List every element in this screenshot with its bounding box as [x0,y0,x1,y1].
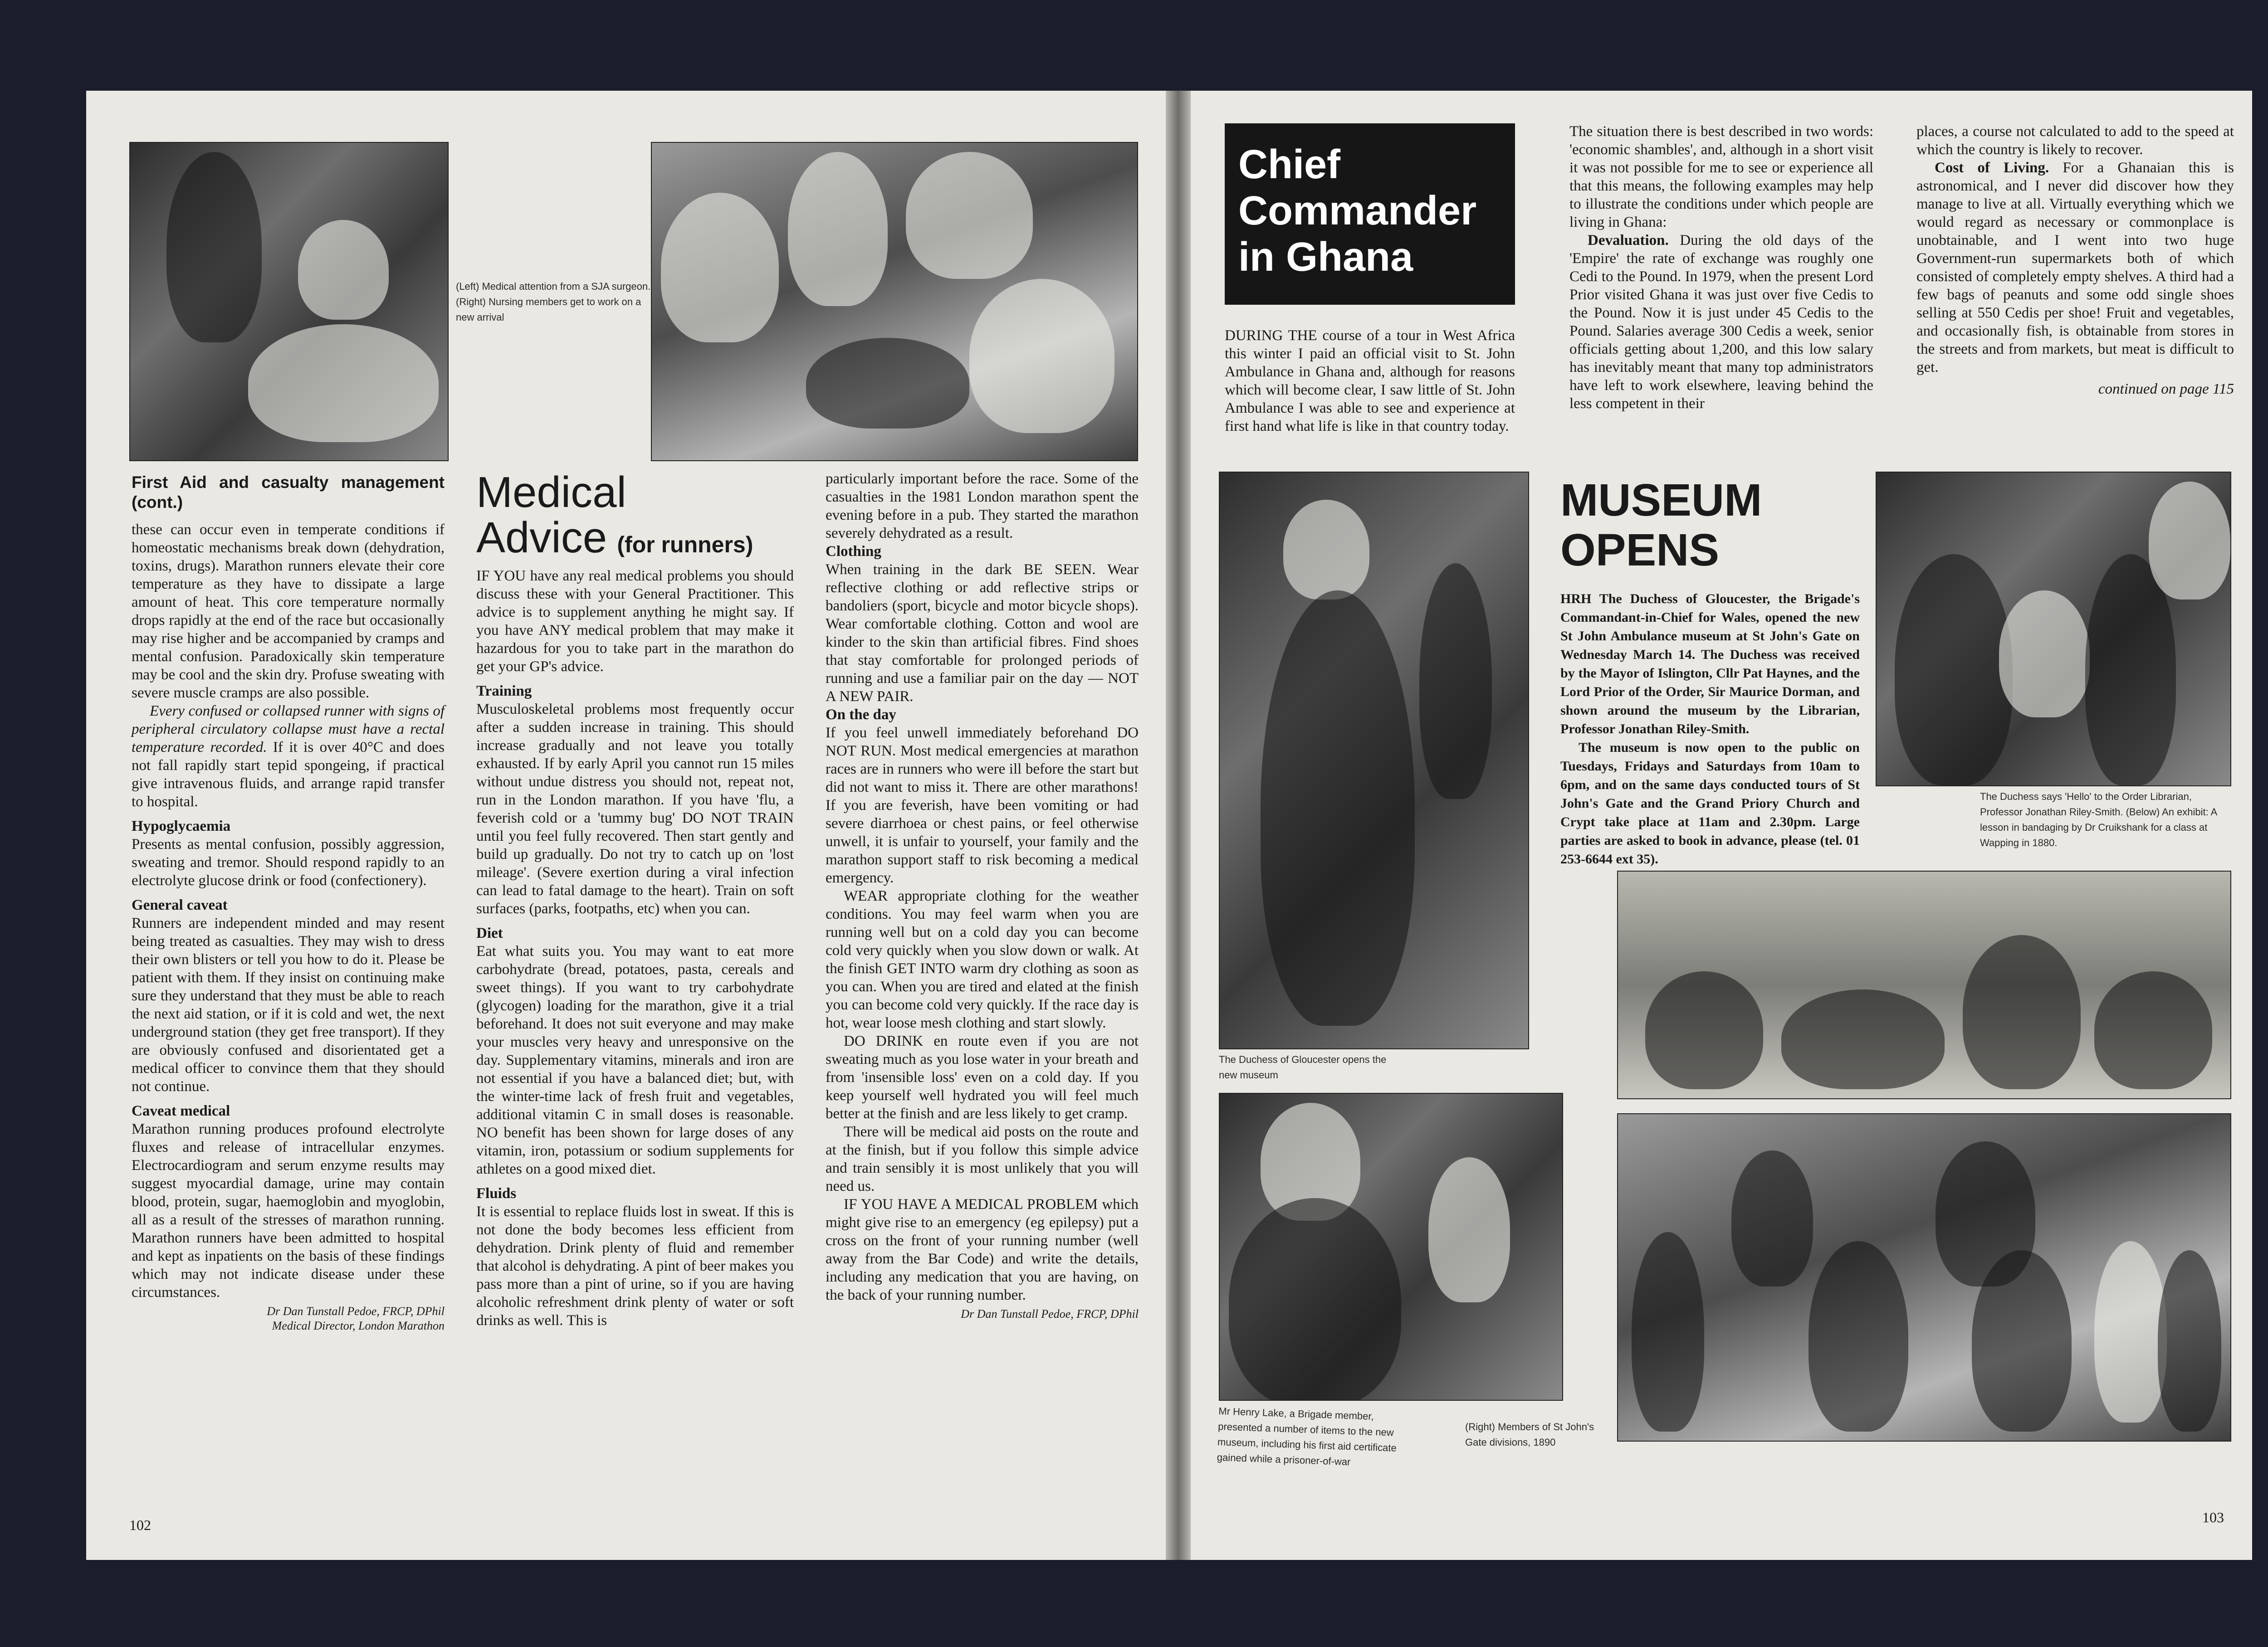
first-aid-italic-lead: Every confused or collapsed runner with signs of peripheral circulatory collapse must have a rectal temperature recorded. [132,703,445,755]
museum-para-1: HRH The Duchess of Gloucester, the Brigade's Commandant-in-Chief for Wales, opened the new St John Ambulance museum at St John's Gate on Wednesday March 14. The Duchess was received by the Mayor of Islington, Cllr Pat Haynes, and the Lord Prior of the Order, Sir Maurice Dorman, and shown around the museum by the Librarian, Professor Jonathan Riley-Smith. [1560,591,1860,736]
museum-text [1560,590,1860,868]
page-number-left: 102 [129,1517,151,1533]
ghana-title-1: Chief [1238,142,1340,187]
first-aid-temperature [132,702,445,811]
signature-line-1: Dr Dan Tunstall Pedoe, FRCP, DPhil [267,1305,445,1318]
fluids-text: It is essential to replace fluids lost in sweat. If this is not done the body becomes less efficient from dehydration. Drink plenty of fluid and remember that alcohol is dehydrating. A pint of beer makes you pass more than a pint of urine, so if you are having alcoholic refreshment drink plenty of water or soft drinks as well. This is [476,1204,794,1329]
devaluation-text: During the old days of the 'Empire' the rate of exchange was roughly one Cedi to the Pound. In 1979, when the present Lord Prior visited Ghana it was just over five Cedis to the Pound. Now it is just under 45 Cedis to the Pound. Salaries average 300 Cedis a week, senior officials getting about 1,200, and this low salary has inevitably meant that many top administrators have left to work elsewhere, leaving behind the less competent in their [1569,232,1873,412]
page-number-right: 103 [2202,1509,2224,1525]
cost-of-living-para [1916,159,2234,376]
photo-members-1890 [1617,1113,2231,1442]
medical-title: Medical [476,468,626,517]
fluids-title: Fluids [476,1185,517,1202]
ghana-column-3 [1916,122,2234,396]
devaluation-title: Devaluation. [1588,232,1669,249]
photo-sja-surgeon [129,142,449,461]
medical-advice-column [476,470,794,1330]
ghana-column-2 [1569,122,1873,413]
first-aid-intro: these can occur even in temperate conditions if homeostatic mechanisms break down (dehydration, toxins, drugs). Marathon runners elevate their core temperature as they have to dissipate a large amount of heat. This core temperature normally drops rapidly at the end of the race but occasionally may rise higher and be accompanied by cramps and mental confusion. Paradoxically skin temperature may be cool and the skin dry. Profuse sweating with severe muscle cramps are also possible. [132,521,445,701]
museum-title-1: MUSEUM [1560,475,1762,526]
devaluation-para [1569,231,1873,413]
clothing-text: When training in the dark BE SEEN. Wear reflective clothing or add reflective strips or bandoliers (sport, bicycle and motor bicycle shops). Wear comfortable clothing. Cotton and wool are kinder to the skin than artificial fibres. Find shoes that stay comfortable for prolonged periods of running and use a familiar pair on the day — NOT A NEW PAIR. [826,561,1139,705]
training-title: Training [476,683,532,699]
museum-title-2: OPENS [1560,525,1720,575]
right-page [1191,91,2252,1560]
photo-duchess-opening [1219,472,1529,1049]
signature-line-2: Medical Director, London Marathon [272,1319,445,1332]
photo-henry-lake [1219,1093,1563,1401]
diet-text: Eat what suits you. You may want to eat more carbohydrate (bread, potatoes, pasta, cereals and sweet things). If you want to try carbohydrate (glycogen) loading for the marathon, give it a trial beforehand. It does not suit everyone and may make your muscles very heavy and unresponsive on the day. Supplementary vitamins, minerals and iron are not essential if you have a balanced diet; but, with the winter-time lack of fresh fruit and vegetables, additional vitamin C in small doses is reasonable. NO benefit has been shown for large doses of any vitamin, iron, potassium or sodium supplements for athletes on a good mixed diet. [476,943,794,1177]
general-caveat-title: General caveat [132,897,228,913]
col3-intro: particularly important before the race. Some of the casualties in the 1981 London marathon spent the evening before in a pub. They started the marathon severely dehydrated as a result. [826,471,1139,541]
ghana-situation: The situation there is best described in two words: 'economic shambles', and, although in a short visit it was not possible for me to see or experience all that this means, the following examples may help to illustrate the conditions under which people are living in Ghana: [1569,123,1873,230]
caption-duchess: The Duchess of Gloucester opens the new museum [1219,1054,1387,1081]
first-aid-italic-rest: If it is over 40°C and does not fall rapidly start tepid spongeing, if practical give intravenous fluids, and arrange rapid transfer to hospital. [132,739,445,810]
caption-members: (Right) Members of St John's Gate divisions, 1890 [1465,1421,1594,1448]
wear-text: WEAR appropriate clothing for the weather conditions. You may feel warm when you are running well but on a cold day you can become cold very quickly when you slow down or walk. At the finish GET INTO warm dry clothing as soon as you can. When you are tired and elated at the finish you can become cold very quickly. If the race day is hot, wear loose mesh clothing and start slowly. [826,888,1139,1031]
caption-henry-lake: Mr Henry Lake, a Brigade member, presented a number of items to the new museum, including his first aid certificate gained while a prisoner-of-war [1217,1405,1397,1468]
medical-intro: IF YOU have any real medical problems you should discuss these with your General Practitioner. This advice is to supplement anything he might say. If you have ANY medical problem that may make it hazardous for you to take part in the marathon do get your GP's advice. [476,568,794,675]
first-aid-column [132,473,445,1333]
photo-duchess-hello [1876,472,2231,786]
photo-caption-left: (Left) Medical attention from a SJA surgeon. (Right) Nursing members get to work on a new arrival [456,281,651,323]
gutter [1166,91,1191,1560]
medical-title-row [476,515,794,560]
ghana-col3-intro: places, a course not calculated to add to the speed at which the country is likely to recover. [1916,123,2234,158]
photo-nursing-members [651,142,1138,461]
caveat-medical-text: Marathon running produces profound electrolyte fluxes and release of intracellular enzymes. Electrocardiogram and serum enzyme results may suggest myocardial damage, urine may contain blood, protein, sugar, haemoglobin and myoglobin, all as a result of the stresses of marathon running. Marathon runners have been admitted to hospital and kept as inpatients on the basis of these findings which may not indicate disease under these circumstances. [132,1121,445,1301]
drink-text: DO DRINK en route even if you are not sweating much as you lose water in your breath and from 'insensible loss' even on a cold day. If you keep yourself well hydrated you will feel much better at the finish and are less likely to get cramp. [826,1033,1139,1122]
cost-of-living-text: For a Ghanaian this is astronomical, and I never did discover how they manage to live at all. Virtually everything which we would regard as necessary or commonplace is unobtainable, and I went into two huge Government-run supermarkets both of which consisted of completely empty shelves. A third had a few bags of peanuts and some odd single shoes selling at 550 Cedis per shoe! Fruit and vegetables, and occasionally fish, is obtainable from stores in the streets and from markets, but meat is difficult to get. [1916,160,2234,375]
advice-title: Advice [476,513,607,562]
caption-hello: The Duchess says 'Hello' to the Order Librarian, Professor Jonathan Riley-Smith. (Below) An exhibit: A lesson in bandaging by Dr Cruikshank for a class at Wapping in 1880. [1980,791,2217,848]
general-caveat-text: Runners are independent minded and may resent being treated as casualties. They may wish to dress their own blisters or tell you how to do it. Please be patient with them. If they insist on continuing make sure they understand that they must be able to reach the next aid station, or if it is cold and wet, the next underground station (they get free transport). If they are obviously confused and disorientated get a medical officer to convince them that they should not continue. [132,915,445,1095]
training-text: Musculoskeletal problems most frequently occur after a sudden increase in training. This should increase gradually and not leave you totally exhausted. If by early April you cannot run 15 miles without undue distress you should not, repeat not, run in the London marathon. If you have 'flu, a feverish cold or a 'tummy bug' DO NOT TRAIN until you feel fully recovered. Then start gently and build up gradually. Do not try to catch up on 'lost mileage'. (Severe exertion during a viral infection can lead to fatal damage to the heart). Train on soft surfaces (parks, footpaths, etc) when you can. [476,701,794,917]
aid-text: There will be medical aid posts on the route and at the finish, but if you follow this simple advice and train sensibly it is most unlikely that you will need us. [826,1124,1139,1194]
ghana-intro: DURING THE course of a tour in West Africa this winter I paid an official visit to St. John Ambulance in Ghana and, although for reasons which will become clear, I saw little of St. John Ambulance I was able to see and experience at first hand what life is like in that country today. [1225,327,1515,434]
caveat-medical-title: Caveat medical [132,1103,230,1119]
on-the-day-title: On the day [826,707,896,723]
ghana-title-box [1225,123,1515,305]
first-aid-heading: First Aid and casualty management (cont.) [132,473,445,512]
medical-advice-column-3 [826,470,1139,1321]
left-page [86,91,1166,1560]
photo-bandaging-class [1617,871,2231,1099]
signature-medical: Dr Dan Tunstall Pedoe, FRCP, DPhil [961,1307,1139,1321]
hypoglycaemia-title: Hypoglycaemia [132,818,231,834]
clothing-title: Clothing [826,543,881,560]
ghana-title-3: in Ghana [1238,234,1413,280]
museum-title [1560,475,1860,575]
hypoglycaemia-text: Presents as mental confusion, possibly aggression, sweating and tremor. Should respond rapidly to an electrolyte glucose drink or food (confectionery). [132,836,445,889]
ghana-title-2: Commander [1238,188,1477,234]
title-suffix: (for runners) [617,532,753,557]
on-the-day-text: If you feel unwell immediately beforehand DO NOT RUN. Most medical emergencies at marathon races are in runners who were ill before the start but did not want to miss it. There are other marathons! If you are feverish, have been vomiting or had severe diarrhoea or chest pains, or feel otherwise unwell, it is unfair to yourself, your family and the marathon support staff to risk becoming a medical emergency. [826,725,1139,886]
problem-text: IF YOU HAVE A MEDICAL PROBLEM which might give rise to an emergency (eg epilepsy) put a cross on the front of your running number (well away from the Bar Code) and write the details, including any medication that you are having, on the back of your running number. [826,1196,1139,1303]
diet-title: Diet [476,925,503,941]
cost-of-living-title: Cost of Living. [1935,160,2049,176]
continued-note: continued on page 115 [2098,381,2234,397]
museum-para-2: The museum is now open to the public on Tuesdays, Fridays and Saturdays from 10am to 6pm, and on the same days conducted tours of St John's Gate and the Grand Priory Church and Crypt take place at 11am and 2.30pm. Large parties are asked to book in advance, please (tel. 01 253-6644 ext 35). [1560,740,1860,867]
